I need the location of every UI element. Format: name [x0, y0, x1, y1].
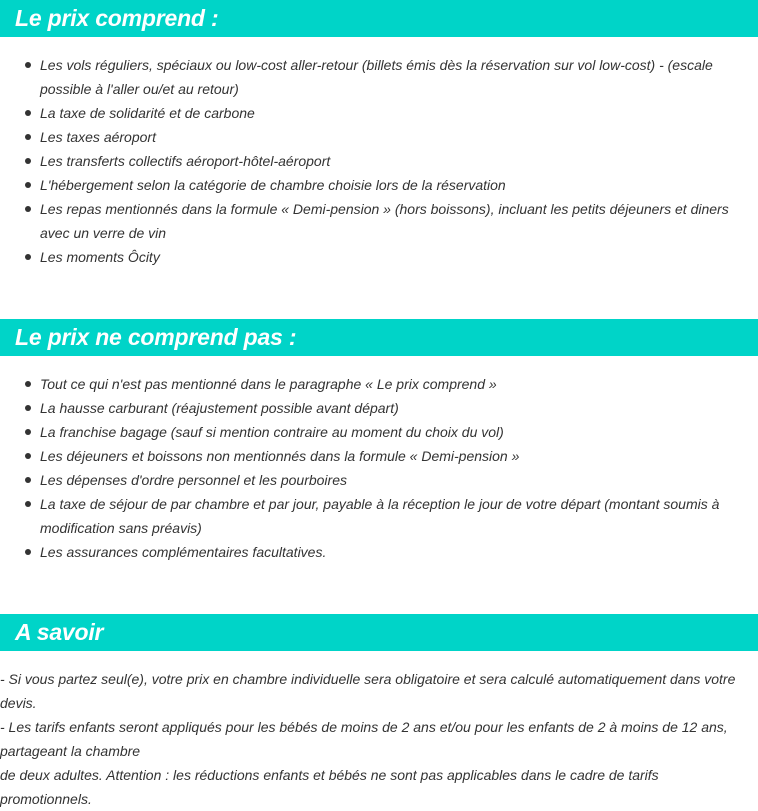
list-item: Les moments Ôcity	[40, 245, 758, 269]
price-included-section	[0, 0, 758, 269]
price-excluded-title: Le prix ne comprend pas :	[15, 324, 297, 350]
price-excluded-header	[0, 319, 758, 356]
list-item: Tout ce qui n'est pas mentionné dans le paragraphe « Le prix comprend »	[40, 372, 758, 396]
list-item: Les assurances complémentaires facultatives.	[40, 540, 758, 564]
list-item: Les déjeuners et boissons non mentionnés dans la formule « Demi-pension »	[40, 444, 758, 468]
good-to-know-header	[0, 614, 758, 651]
good-to-know-line: de deux adultes. Attention : les réductions enfants et bébés ne sont pas applicables dans le cadre de tarifs promotionnels.	[0, 767, 659, 807]
good-to-know-section	[0, 614, 758, 811]
list-item: La franchise bagage (sauf si mention contraire au moment du choix du vol)	[40, 420, 758, 444]
good-to-know-title: A savoir	[15, 619, 104, 645]
list-item: La taxe de séjour de par chambre et par jour, payable à la réception le jour de votre départ (montant soumis à modification sans préavis)	[40, 492, 758, 540]
good-to-know-line: - Les tarifs enfants seront appliqués pour les bébés de moins de 2 ans et/ou pour les enfants de 2 à moins de 12 ans, partageant la chambre	[0, 719, 728, 759]
list-item: L'hébergement selon la catégorie de chambre choisie lors de la réservation	[40, 173, 758, 197]
price-included-title: Le prix comprend :	[15, 5, 219, 31]
price-included-header	[0, 0, 758, 37]
good-to-know-body	[0, 667, 758, 811]
list-item: Les vols réguliers, spéciaux ou low-cost aller-retour (billets émis dès la réservation sur vol low-cost) - (escale possible à l'aller ou/et au retour)	[40, 53, 758, 101]
list-item: La taxe de solidarité et de carbone	[40, 101, 758, 125]
list-item: Les taxes aéroport	[40, 125, 758, 149]
list-item: Les dépenses d'ordre personnel et les pourboires	[40, 468, 758, 492]
price-excluded-list	[0, 372, 758, 564]
list-item: Les repas mentionnés dans la formule « Demi-pension » (hors boissons), incluant les petits déjeuners et diners avec un verre de vin	[40, 197, 758, 245]
price-included-list	[0, 53, 758, 269]
list-item: La hausse carburant (réajustement possible avant départ)	[40, 396, 758, 420]
good-to-know-line: - Si vous partez seul(e), votre prix en chambre individuelle sera obligatoire et sera calculé automatiquement dans votre devis.	[0, 671, 736, 711]
list-item: Les transferts collectifs aéroport-hôtel-aéroport	[40, 149, 758, 173]
price-excluded-section	[0, 319, 758, 564]
